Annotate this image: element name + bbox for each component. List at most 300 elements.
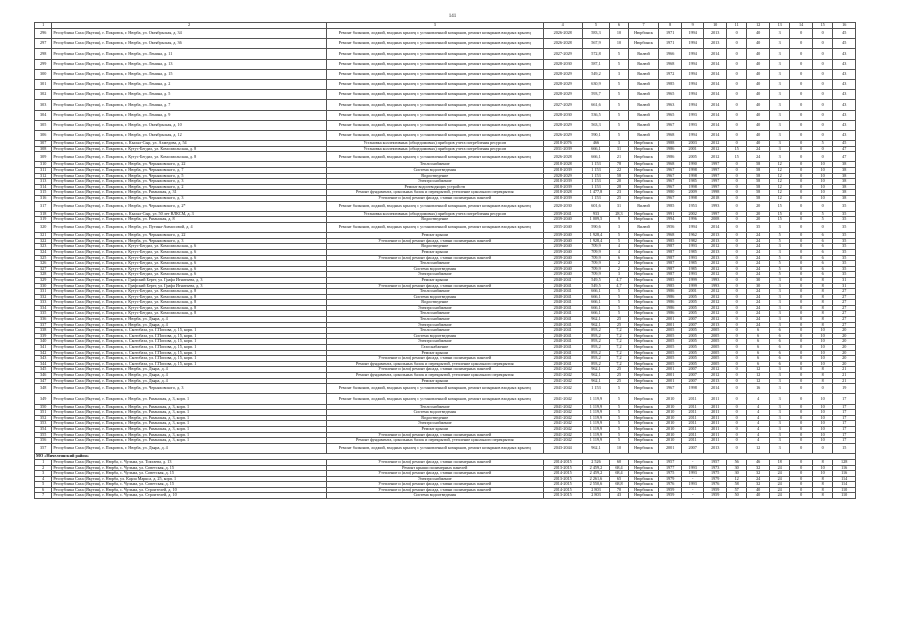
table-cell: 3 (769, 59, 789, 69)
table-cell: 8 (812, 476, 832, 482)
table-cell: 309 (35, 152, 52, 162)
table-cell: 322 (35, 238, 52, 244)
table-cell: 1968 (659, 130, 682, 140)
table-cell: 1986 (659, 305, 682, 311)
table-cell: Республика Саха (Якутия), г. Покровск, с. Скотобаза, ул. Г.Попова, д. 15, корп. 1 (52, 328, 326, 334)
table-cell: Ремонт водоотводящих устройств (326, 184, 543, 190)
table-cell: 3 (769, 289, 789, 295)
table-cell: 2011 (704, 415, 727, 421)
table-cell: 2041-2042 (543, 384, 582, 394)
table-cell: 1957 (704, 459, 727, 465)
table-cell: 1990 (681, 162, 704, 168)
table-cell: 2010 (659, 410, 682, 416)
section-title: МО «Ничелгинский район» (35, 453, 856, 459)
table-cell: 303 (35, 100, 52, 110)
table-cell: Республика Саха (Якутия), г. Покровск, г. Нюрба, ул. Рязанская, д. 3, корп. 1 (52, 394, 326, 404)
table-cell: 2013-2015 (543, 465, 582, 471)
table-cell: Нюрбинск (628, 459, 659, 465)
table-cell: Система водоотведения (326, 410, 543, 416)
table-cell: 2014 (704, 100, 727, 110)
table-cell: 40 (747, 100, 770, 110)
table-cell: 5 (610, 394, 628, 404)
table-cell: 1979 (704, 476, 727, 482)
table-cell: Республика Саха (Якутия), г. Покровск, г. Нюрба, ул. Дьяра, д. 4 (52, 378, 326, 384)
table-cell: 2012 (704, 373, 727, 379)
table-cell: 1977 (659, 465, 682, 471)
table-cell: 31 (833, 283, 856, 289)
table-cell: 128 (833, 459, 856, 465)
table-cell: 2028-2029 (543, 79, 582, 89)
table-cell: 0 (726, 49, 746, 59)
table-cell: Республика Саха (Якутия), г. Покровск, г. Графский Берег, ул. Графа Игнатьева, д. 3 (52, 283, 326, 289)
table-cell: 709,9 (582, 249, 610, 255)
table-cell: Ремонт фундамента, цокольных балок и перекрытий, утепление цокольного перекрытия (326, 373, 543, 379)
table-cell: 35 (833, 217, 856, 223)
table-cell: 50 (726, 493, 746, 499)
table-cell: Ремонт крыши (326, 378, 543, 384)
table-cell: 2005 (681, 356, 704, 362)
table-cell: 35 (833, 266, 856, 272)
table-cell: 40 (747, 130, 770, 140)
table-cell: 7,2 (610, 361, 628, 367)
table-cell: 328 (35, 272, 52, 278)
table-cell: Ремонт балконов, лоджий, входных крылец с установленной козырьков, ремонт козырьков входных крылец (326, 152, 543, 162)
table-cell: 2011 (681, 421, 704, 427)
table-cell: 40 (747, 487, 770, 493)
table-cell: 0 (726, 244, 746, 250)
table-cell: Ремонт балконов, лоджий, входных крылец с установленной козырьков, ремонт козырьков входных крылец (326, 201, 543, 211)
table-cell: 1993 (681, 272, 704, 278)
table-cell: 962,1 (582, 317, 610, 323)
table-cell: 116 (833, 465, 856, 471)
table-cell: 5 (769, 233, 789, 239)
table-cell: 0 (726, 328, 746, 334)
table-cell: 1985 (681, 266, 704, 272)
table-cell: 24 (747, 266, 770, 272)
table-cell: 4 (747, 394, 770, 404)
table-cell: Электроснабжение (326, 476, 543, 482)
table-cell: Нюрбинск (628, 211, 659, 217)
table-cell: Нюрбинск (628, 255, 659, 261)
table-cell: 0 (790, 201, 813, 211)
table-cell: 2005 (681, 294, 704, 300)
table-cell: 8 (812, 459, 832, 465)
table-cell: - (681, 487, 704, 493)
table-cell: Утепление и (или) ремонт фасада, ставни полимерных панелей (326, 459, 543, 465)
table-cell: 15 (769, 201, 789, 211)
table-cell: Вилюй (628, 79, 659, 89)
table-cell: 10 (812, 426, 832, 432)
table-cell: 3 (769, 130, 789, 140)
table-cell: Ремонт балконов, лоджий, входных крылец с установленной козырьков, ремонт козырьков входных крылец (326, 120, 543, 130)
table-cell: 1968 (659, 233, 682, 239)
table-cell: 1959 (659, 493, 682, 499)
table-cell: 10 (812, 184, 832, 190)
table-cell: 2010 (659, 438, 682, 444)
table-cell: Система водоотведения (326, 294, 543, 300)
table-cell: 27 (833, 311, 856, 317)
table-cell: 0 (790, 300, 813, 306)
table-cell: 3 (769, 100, 789, 110)
table-cell: 2 459,2 (582, 465, 610, 471)
table-cell: 1987 (659, 272, 682, 278)
table-cell: 354 (35, 426, 52, 432)
table-cell: 1998 (681, 168, 704, 174)
table-cell: 2 (610, 261, 628, 267)
table-cell: 2018-2039 (543, 179, 582, 185)
table-cell: Республика Саха (Якутия), г. Нюрба, с. Чульма, ул. Советская, д. 15 (52, 471, 326, 477)
table-cell: 35 (833, 211, 856, 217)
table-cell: Республика Саха (Якутия), г. Покровск, г. Нюрба, ул. Рязанская, д. 3, корп. 1 (52, 415, 326, 421)
table-cell: 20 (833, 328, 856, 334)
table-cell: 338 (35, 328, 52, 334)
table-cell: 10 (812, 415, 832, 421)
table-cell: 1997 (704, 162, 727, 168)
table-cell: 8 (812, 482, 832, 488)
table-cell: 1993 (681, 465, 704, 471)
table-cell: 312 (35, 173, 52, 179)
table-cell: Теплоснабжение (326, 289, 543, 295)
table-cell: 17 (833, 426, 856, 432)
table-cell: 2013-2015 (543, 493, 582, 499)
table-cell: 2007 (681, 367, 704, 373)
table-cell: 7,2 (610, 333, 628, 339)
table-cell: 2028-2029 (543, 69, 582, 79)
table-cell: 10 (812, 179, 832, 185)
table-cell: 2040-2041 (543, 350, 582, 356)
table-cell: 12 (747, 367, 770, 373)
table-cell: 1993 (681, 471, 704, 477)
table-cell: 0 (790, 146, 813, 152)
table-cell: 2027-2029 (543, 49, 582, 59)
table-cell: Нюрбинск (628, 162, 659, 168)
table-cell: 23 (610, 190, 628, 196)
table-cell: 347 (35, 378, 52, 384)
table-cell: Республика Саха (Якутия), г. Покровск, г. Кутус-Бегдил, ул. Комсомольская, д. 6 (52, 255, 326, 261)
table-cell: 2001 (659, 373, 682, 379)
table-cell: 5 (610, 79, 628, 89)
table-cell: 6 (35, 487, 52, 493)
table-cell: 2040-2041 (543, 339, 582, 345)
table-cell: 2012 (704, 294, 727, 300)
table-cell: 314 (35, 184, 52, 190)
table-cell: 1967 (659, 184, 682, 190)
table-row (35, 29, 856, 39)
table-cell: 20 (610, 179, 628, 185)
table-cell: Нюрбинск (628, 438, 659, 444)
table-cell: 3 (769, 367, 789, 373)
table-cell: 0 (790, 350, 813, 356)
table-cell: 2011 (681, 426, 704, 432)
table-cell: Республика Саха (Якутия), г. Покровск, г. Нюрба, ул. Дьяра, д. 4 (52, 443, 326, 453)
table-cell: 1994 (681, 59, 704, 69)
table-cell: 298 (35, 49, 52, 59)
table-cell: Республика Саха (Якутия), г. Покровск, г. Кутус-Бегдил, ул. Комсомольская, д. 6 (52, 249, 326, 255)
table-cell: 0 (790, 426, 813, 432)
table-cell: 20 (833, 339, 856, 345)
table-cell: Республика Саха (Якутия), г. Покровск, г. Нюрба, ул. Октябрьская, д. 34 (52, 29, 326, 39)
table-cell: 0 (812, 69, 832, 79)
table-cell: 38 (833, 184, 856, 190)
table-cell: 5 (610, 410, 628, 416)
table-cell: 339 (35, 333, 52, 339)
table-cell: 1971 (659, 29, 682, 39)
table-cell: 0 (790, 130, 813, 140)
table-cell: 1997 (704, 211, 727, 217)
table-cell: Система водоотведения (326, 493, 543, 499)
table-cell: 5 (610, 289, 628, 295)
table-cell: 0 (812, 39, 832, 49)
table-cell: 47 (833, 152, 856, 162)
table-cell: 590,6 (582, 222, 610, 232)
table-cell: 1971 (659, 39, 682, 49)
table-cell: 10 (812, 328, 832, 334)
table-cell: Утепление и (или) ремонт фасада, ставни полимерных панелей (326, 471, 543, 477)
table-cell: 2005 (681, 345, 704, 351)
table-cell: 2 526 (582, 459, 610, 465)
table-cell: Республика Саха (Якутия), г. Нюрба, с. Чульма, ул. Токтаева, д. 13 (52, 459, 326, 465)
table-cell: 1953 (681, 201, 704, 211)
table-cell: Ремонт балконов, лоджий, входных крылец с установленной козырьков, ремонт козырьков входных крылец (326, 384, 543, 394)
table-cell: 1994 (681, 130, 704, 140)
table-cell: 0 (790, 39, 813, 49)
table-cell: 0 (790, 443, 813, 453)
table-cell: 24 (747, 152, 770, 162)
table-cell: 3 (769, 404, 789, 410)
table-cell: 1998 (681, 384, 704, 394)
table-cell: 1 153 (582, 384, 610, 394)
table-cell: 1 119,9 (582, 421, 610, 427)
table-cell: 0 (790, 339, 813, 345)
table-cell: 1985 (681, 261, 704, 267)
table-cell: Ремонт балконов, лоджий, входных крылец с установленной козырьков, ремонт козырьков входных крылец (326, 49, 543, 59)
table-cell: 10 (812, 465, 832, 471)
table-cell: 2039-2041 (543, 211, 582, 217)
table-cell: 5 (812, 141, 832, 147)
table-cell: 2041-2042 (543, 404, 582, 410)
table-cell: 6 (769, 339, 789, 345)
table-cell: 8 (812, 487, 832, 493)
table-cell: 2039-2040 (543, 261, 582, 267)
table-cell: 68,8 (610, 482, 628, 488)
table-cell: 0 (726, 333, 746, 339)
table-cell: 0 (812, 201, 832, 211)
table-cell: 2039-2040 (543, 255, 582, 261)
table-cell: 0 (812, 222, 832, 232)
table-cell: Республика Саха (Якутия), г. Покровск, г. Нюрба, ул. Дьяра, д. 4 (52, 322, 326, 328)
table-cell: Республика Саха (Якутия), г. Покровск, с. Скотобаза, ул. Г.Попова, д. 15, корп. 1 (52, 339, 326, 345)
table-cell: 2040-2041 (543, 322, 582, 328)
table-cell: 5 (610, 305, 628, 311)
repair-schedule-table (34, 22, 856, 499)
table-cell: 21 (833, 367, 856, 373)
table-cell: Нюрбинск (628, 426, 659, 432)
table-cell: 2014 (704, 384, 727, 394)
table-cell: Нюрбинск (628, 238, 659, 244)
table-cell: 0 (790, 421, 813, 427)
table-cell: 5 (610, 384, 628, 394)
table-cell: 1997 (704, 179, 727, 185)
table-cell: 2040-2041 (543, 294, 582, 300)
table-cell: 9 (610, 217, 628, 223)
table-cell: 38 (833, 196, 856, 202)
table-cell: 2008 (704, 217, 727, 223)
table-cell: 7,2 (610, 339, 628, 345)
table-cell: 2012 (704, 141, 727, 147)
table-cell: 35 (833, 272, 856, 278)
table-cell: 2012 (704, 289, 727, 295)
table-cell: 2001 (659, 367, 682, 373)
table-cell: 24 (747, 244, 770, 250)
table-cell: 2001 (681, 289, 704, 295)
table-cell: 0 (812, 29, 832, 39)
table-cell: 78 (610, 162, 628, 168)
table-cell: Нюрбинск (628, 333, 659, 339)
table-cell: 2011 (704, 394, 727, 404)
table-cell: Республика Саха (Якутия), г. Покровск, г. Нюрба, ул. Октябрьская, д. 10 (52, 120, 326, 130)
table-cell: 1997 (704, 184, 727, 190)
table-cell: 1987 (659, 249, 682, 255)
table-cell: Республика Саха (Якутия), г. Покровск, г. Кутус-Бегдил, ул. Комсомольская, д. 8 (52, 146, 326, 152)
table-cell: 0 (726, 277, 746, 283)
table-cell: Республика Саха (Якутия), г. Нюрба, ул. Карла Маркса, д. 25, корп. 1 (52, 476, 326, 482)
table-cell: Республика Саха (Якутия), г. Покровск, г. Нюрба, ул. Рязанская, д. 3, корп. 1 (52, 426, 326, 432)
table-cell: 2040-2041 (543, 277, 582, 283)
table-cell: 0 (726, 394, 746, 404)
table-cell: Нюрбинск (628, 404, 659, 410)
table-cell: 0 (726, 100, 746, 110)
table-cell: 0 (790, 476, 813, 482)
table-cell: 10 (812, 471, 832, 477)
table-cell: Ремонт балконов, лоджий, входных крылец с установленной козырьков, ремонт козырьков входных крылец (326, 69, 543, 79)
table-cell: Ремонт крыши (326, 350, 543, 356)
table-row (35, 152, 856, 162)
table-cell: 0 (726, 384, 746, 394)
table-cell: 40 (747, 79, 770, 89)
table-cell: 114 (833, 476, 856, 482)
table-cell: 0 (790, 432, 813, 438)
table-cell: Нюрбинск (628, 322, 659, 328)
table-cell: Нюрбинск (628, 190, 659, 196)
table-cell: 1 153 (582, 179, 610, 185)
table-cell: 0 (726, 201, 746, 211)
table-cell: 1972 (659, 69, 682, 79)
table-cell: 25 (610, 317, 628, 323)
table-cell: 4 (610, 244, 628, 250)
table-cell: 3 (769, 120, 789, 130)
table-cell: 962,1 (582, 367, 610, 373)
table-cell: Республика Саха (Якутия), г. Покровск, с. Скотобаза, ул. Г.Попова, д. 15, корп. 1 (52, 333, 326, 339)
table-cell: 313 (35, 179, 52, 185)
table-cell: 0 (790, 345, 813, 351)
table-cell: 6 (812, 266, 832, 272)
table-cell: 35 (833, 233, 856, 239)
table-cell: 8 (812, 289, 832, 295)
table-cell: 8 (812, 493, 832, 499)
table-cell: 38 (833, 190, 856, 196)
table-cell: 8 (812, 277, 832, 283)
table-cell: 1994 (681, 100, 704, 110)
table-cell: 962,1 (582, 322, 610, 328)
table-cell: Вилюй (628, 120, 659, 130)
table-cell: 1967 (659, 173, 682, 179)
table-cell: 709,9 (582, 255, 610, 261)
table-cell: 2014 (704, 49, 727, 59)
table-cell: 331 (35, 289, 52, 295)
table-cell: 315 (35, 190, 52, 196)
table-cell: - (681, 493, 704, 499)
table-cell: 2 (610, 266, 628, 272)
table-cell: 666,1 (582, 294, 610, 300)
table-cell: 0 (726, 120, 746, 130)
table-cell: 2011 (704, 421, 727, 427)
table-cell: 2018-2076 (543, 141, 582, 147)
table-cell: 6 (747, 345, 770, 351)
table-cell: Нюрбинск (628, 471, 659, 477)
table-cell: 0 (726, 367, 746, 373)
table-cell: 4,7 (610, 283, 628, 289)
table-cell: 332 (35, 294, 52, 300)
table-cell: 4 (747, 404, 770, 410)
column-header: 5 (582, 23, 610, 29)
table-cell: Нюрбинск (628, 345, 659, 351)
table-cell: 43 (833, 110, 856, 120)
table-cell: Ремонт фундамента, цокольных балок и перекрытий, утепление цокольного перекрытия (326, 438, 543, 444)
table-body (35, 23, 856, 499)
table-cell: 5 (769, 272, 789, 278)
table-cell: 0 (790, 100, 813, 110)
table-cell: 68,4 (610, 465, 628, 471)
table-cell: 1967 (659, 179, 682, 185)
table-cell: Республика Саха (Якутия), г. Покровск, г. Нюрба, ул. Дьяра, д. 4 (52, 367, 326, 373)
table-cell: 12 (769, 168, 789, 174)
table-cell: 35 (833, 255, 856, 261)
table-cell: 0 (726, 110, 746, 120)
table-cell: 2005 (681, 300, 704, 306)
table-cell: 3 (769, 277, 789, 283)
table-cell: 893,2 (582, 356, 610, 362)
table-row (35, 100, 856, 110)
table-cell: 2001 (681, 146, 704, 152)
table-cell: 1985 (659, 201, 682, 211)
table-row (35, 39, 856, 49)
table-cell: Нюрбинск (628, 233, 659, 239)
table-cell: 3 (769, 378, 789, 384)
table-cell: 24 (747, 146, 770, 152)
table-cell: 0 (726, 443, 746, 453)
table-cell: 2040-2041 (543, 311, 582, 317)
table-cell: 2010 (659, 404, 682, 410)
table-cell: 12 (769, 190, 789, 196)
table-cell: 35 (833, 261, 856, 267)
table-cell: 58 (726, 482, 746, 488)
table-cell: 40 (747, 90, 770, 100)
table-cell: 0 (790, 49, 813, 59)
table-cell: 6 (812, 272, 832, 278)
table-cell: 3 (35, 471, 52, 477)
table-cell: Республика Саха (Якутия), г. Покровск, г. Кутус-Бегдил, ул. Комсомольская, д. 8 (52, 311, 326, 317)
table-cell: Нюрбинск (628, 179, 659, 185)
table-cell: 324 (35, 249, 52, 255)
table-cell: 3 (769, 432, 789, 438)
table-cell: 316 (35, 196, 52, 202)
table-cell: 0 (726, 90, 746, 100)
table-cell: Нюрбинск (628, 173, 659, 179)
table-cell: 38 (833, 179, 856, 185)
table-cell: 0 (790, 69, 813, 79)
table-cell: 0 (726, 141, 746, 147)
table-cell: Республика Саха (Якутия), г. Покровск, г. Нюрба, ул. Рязанская, д. 31 (52, 190, 326, 196)
